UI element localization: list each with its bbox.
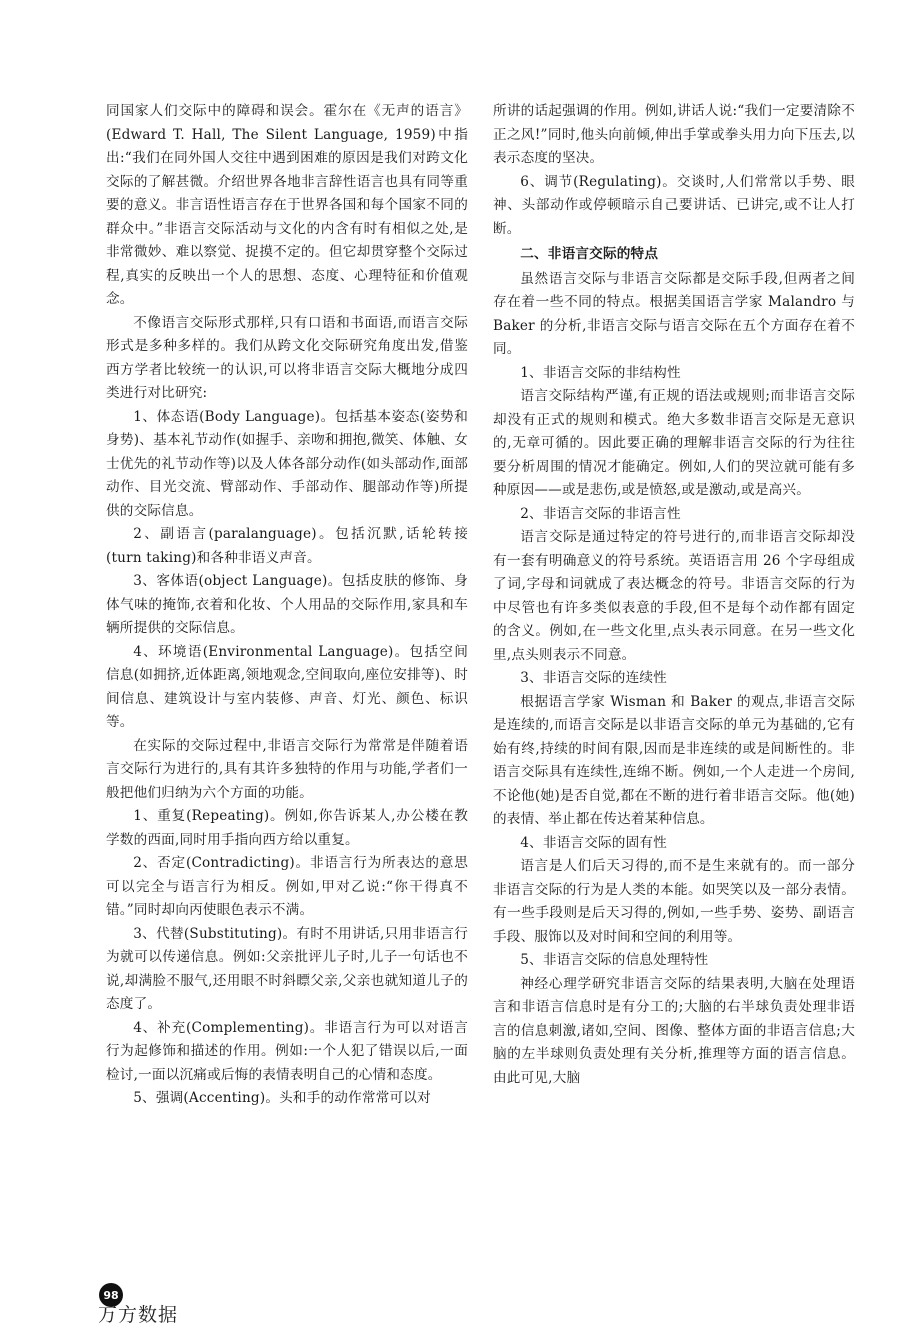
paragraph: 不像语言交际形式那样,只有口语和书面语,而语言交际形式是多种多样的。我们从跨文化交际研究角度出发,借鉴西方学者比较统一的认识,可以将非语言交际大概地分成四类进行对比研究: — [106, 314, 468, 401]
paragraph: 6、调节(Regulating)。交谈时,人们常常以手势、眼神、头部动作或停顿暗示自己要讲话、已讲完,或不让人打断。 — [493, 173, 855, 237]
paragraph: 1、重复(Repeating)。例如,你告诉某人,办公楼在教学数的西面,同时用手指向西方给以重复。 — [106, 808, 468, 848]
subsection-heading: 1、非语言交际的非结构性 — [520, 364, 681, 381]
paragraph: 5、强调(Accenting)。头和手的动作常常可以对 — [133, 1090, 431, 1106]
paragraph: 语言是人们后天习得的,而不是生来就有的。而一部分非语言交际的行为是人类的本能。如哭笑以及一部分表情。有一些手段则是后天习得的,例如,一些手势、姿势、副语言手段、服饰以及对时间和空间的利用等。 — [493, 858, 855, 945]
paragraph: 语言交际结构严谨,有正规的语法或规则;而非语言交际却没有正式的规则和模式。绝大多数非语言交际是无意识的,无章可循的。因此要正确的理解非语言交际的行为往往要分析周围的情况才能确定。例如,人们的哭泣就可能有多种原因——或是悲伤,或是愤怒,或是激动,或是高兴。 — [493, 388, 855, 498]
paragraph: 4、补充(Complementing)。非语言行为可以对语言行为起修饰和描述的作用。例如:一个人犯了错误以后,一面检讨,一面以沉痛或后悔的表情表明自己的心情和态度。 — [106, 1019, 468, 1083]
paragraph: 神经心理学研究非语言交际的结果表明,大脑在处理语言和非语言信息时是有分工的;大脑的右半球负责处理非语言的信息刺激,诸如,空间、图像、整体方面的非语言信息;大脑的左半球则负责处理有关分析,推理等方面的语言信息。由此可见,大脑 — [493, 975, 855, 1086]
section-heading: 二、非语言交际的特点 — [520, 246, 659, 262]
left-column — [106, 100, 468, 1111]
watermark-text: 万方数据 — [98, 1304, 179, 1326]
paragraph: 2、副语言(paralanguage)。包括沉默,话轮转接(turn taking)和各种非语义声音。 — [106, 526, 468, 566]
page-number: 98 — [99, 1283, 123, 1307]
paragraph: 2、否定(Contradicting)。非语言行为所表达的意思可以完全与语言行为相反。例如,甲对乙说:“你干得真不错。”同时却向丙使眼色表示不满。 — [106, 855, 468, 918]
right-column — [493, 100, 855, 1090]
subsection-heading: 5、非语言交际的信息处理特性 — [520, 952, 709, 968]
subsection-heading: 4、非语言交际的固有性 — [520, 834, 667, 851]
paragraph: 4、环境语(Environmental Language)。包括空间信息(如拥挤,近体距离,领地观念,空间取向,座位安排等)、时间信息、建筑设计与室内装修、声音、灯光、颜色、标识等。 — [106, 643, 468, 730]
subsection-heading: 2、非语言交际的非语言性 — [520, 505, 681, 522]
paragraph: 所讲的话起强调的作用。例如,讲话人说:“我们一定要清除不正之风!”同时,他头向前倾,伸出手掌或拳头用力向下压去,以表示态度的坚决。 — [493, 103, 855, 166]
paragraph: 同国家人们交际中的障碍和误会。霍尔在《无声的语言》(Edward T. Hall, The Silent Language, 1959)中指出:“我们在同外国人交往中遇到困难的原因是我们对跨文化交际的了解甚微。介绍世界各地非言辞性语言也具有同等重要的意义。非言语性语言存在于世界各国和每个国家不同的群众中。”非语言交际活动与文化的内含有时有相似之处,是非常微妙、难以察觉、捉摸不定的。但它却贯穿整个交际过程,真实的反映出一个人的思想、态度、心理特征和价值观念。 — [106, 103, 468, 307]
paragraph: 根据语言学家 Wisman 和 Baker 的观点,非语言交际是连续的,而语言交际是以非语言交际的单元为基础的,它有始有终,持续的时间有限,因而是非连续的或是间断性的。非语言交际具有连续性,连绵不断。例如,一个人走进一个房间,不论他(她)是否自觉,都在不断的进行着非语言交际。他(她)的表情、举止都在传达着某种信息。 — [493, 693, 855, 827]
paragraph: 3、客体语(object Language)。包括皮肤的修饰、身体气味的掩饰,衣着和化妆、个人用品的交际作用,家具和车辆所提供的交际信息。 — [106, 573, 468, 636]
subsection-heading: 3、非语言交际的连续性 — [520, 670, 667, 686]
paragraph: 在实际的交际过程中,非语言交际行为常常是伴随着语言交际行为进行的,具有其许多独特的作用与功能,学者们一般把他们归纳为六个方面的功能。 — [106, 737, 468, 801]
paragraph: 3、代替(Substituting)。有时不用讲话,只用非语言行为就可以传递信息。例如:父亲批评儿子时,儿子一句话也不说,却满脸不服气,还用眼不时斜瞟父亲,父亲也就知道儿子的态度了。 — [106, 925, 468, 1012]
paragraph: 语言交际是通过特定的符号进行的,而非语言交际却没有一套有明确意义的符号系统。英语语言用 26 个字母组成了词,字母和词就成了表达概念的符号。非语言交际的行为中尽管也有许多类似表意的手段,但不是每个动作都有固定的含义。例如,在一些文化里,点头表示同意。在另一些文化里,点头则表示不同意。 — [493, 529, 855, 663]
paragraph: 虽然语言交际与非语言交际都是交际手段,但两者之间存在着一些不同的特点。根据美国语言学家 Malandro 与 Baker 的分析,非语言交际与语言交际在五个方面存在着不同。 — [493, 270, 855, 357]
paragraph: 1、体态语(Body Language)。包括基本姿态(姿势和身势)、基本礼节动作(如握手、亲吻和拥抱,微笑、体触、女士优先的礼节动作等)以及人体各部分动作(如头部动作,面部动作、目光交流、臂部动作、手部动作、腿部动作等)所提供的交际信息。 — [106, 408, 468, 519]
